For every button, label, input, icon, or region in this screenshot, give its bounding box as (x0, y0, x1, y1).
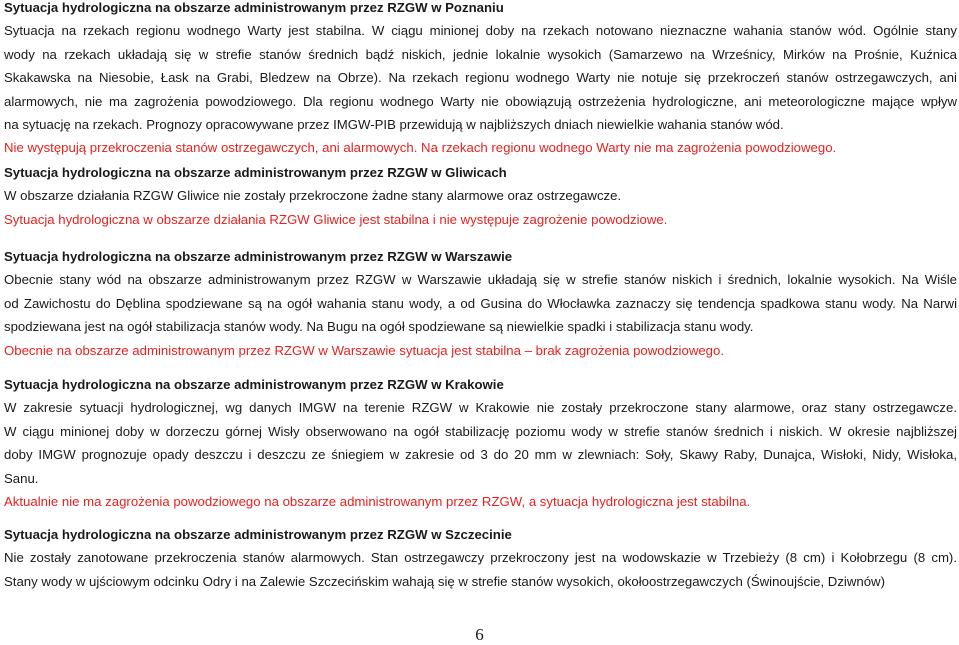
body-line: Nie zostały zanotowane przekroczenia stanów alarmowych. Stan ostrzegawczy przekroczony jest na wodowskazie w Trzebieży (8 cm) i Kołobrzegu (8 cm). (4, 550, 957, 566)
warning-summary: Nie występują przekroczenia stanów ostrzegawczych, ani alarmowych. Na rzekach regionu wodnego Warty nie ma zagrożenia powodziowego. (4, 140, 837, 156)
section-krakow (4, 373, 957, 513)
body-line: alarmowych, nie ma zagrożenia powodziowego. Dla regionu wodnego Warty nie obowiązują ostrzeżenia hydrologiczne, ani meteorologiczne mające wpływ (4, 93, 957, 109)
section-heading: Sytuacja hydrologiczna na obszarze administrowanym przez RZGW w Krakowie (4, 377, 504, 392)
body-line: Obecnie stany wód na obszarze administrowanym przez RZGW w Warszawie układają się w strefie stanów niskich i średnich, lokalnie wysokich. Na Wiśle (4, 272, 957, 288)
section-heading: Sytuacja hydrologiczna na obszarze administrowanym przez RZGW w Warszawie (4, 249, 513, 264)
section-heading: Sytuacja hydrologiczna na obszarze administrowanym przez RZGW w Poznaniu (4, 0, 504, 15)
page-number: 6 (475, 625, 484, 644)
section-heading: Sytuacja hydrologiczna na obszarze administrowanym przez RZGW w Szczecinie (4, 527, 512, 542)
section-gliwice (4, 161, 957, 231)
body-line: od Zawichostu do Dęblina spodziewane są na ogół wahania stanu wody, a od Gusina do Włocławka zaznaczy się tendencja spadkowa stanu wody. Na Narwi (4, 295, 957, 311)
body-line: na sytuację na rzekach. Prognozy opracowywane przez IMGW-PIB przewidują w najbliższych dniach niewielkie wahania stanów wód. (4, 116, 784, 132)
body-line: W ciągu minionej doby w dorzeczu górnej Wisły obserwowano na ogół stabilizację poziomu wody w strefie stanów średnich i niskich. W okresie najbliższej (4, 423, 957, 439)
body-line: W obszarze działania RZGW Gliwice nie zostały przekroczone żadne stany alarmowe oraz ostrzegawcze. (4, 188, 622, 204)
body-line: spodziewana jest na ogół stabilizacja stanów wody. Na Bugu na ogół spodziewane są niewielkie spadki i stabilizacja stanu wody. (4, 319, 754, 335)
section-szczecin (4, 523, 957, 593)
body-line: Stany wody w ujściowym odcinku Odry i na Zalewie Szczecińskim wahają się w strefie stanów wysokich, okołoostrzegawczych (Świnoujście, Dziwnów) (4, 573, 885, 589)
body-line: W zakresie sytuacji hydrologicznej, wg danych IMGW na terenie RZGW w Krakowie nie zostały przekroczone stany alarmowe, oraz stany ostrzegawcze. (4, 400, 957, 416)
warning-summary: Aktualnie nie ma zagrożenia powodziowego na obszarze administrowanym przez RZGW, a sytuacja hydrologiczna jest stabilna. (4, 493, 751, 509)
body-line: Skakawska na Niesobie, Łask na Grabi, Bledzew na Obrze). Na rzekach regionu wodnego Warty nie notuje się przekroczeń stanów ostrzegawczych, ani (4, 70, 957, 86)
section-heading: Sytuacja hydrologiczna na obszarze administrowanym przez RZGW w Gliwicach (4, 165, 507, 180)
body-line: doby IMGW prognozuje opady deszczu i deszczu ze śniegiem w zakresie od 3 do 20 mm w zlewniach: Soły, Skawy Raby, Dunajca, Wisłoki, Nidy, Wisłoka, (4, 447, 957, 463)
body-line: Sytuacja na rzekach regionu wodnego Warty jest stabilna. W ciągu minionej doby na rzekach notowano nieznaczne wahania stanów wód. Ogólnie stany (4, 23, 957, 39)
warning-summary: Sytuacja hydrologiczna w obszarze działania RZGW Gliwice jest stabilna i nie występuje zagrożenie powodziowe. (4, 211, 668, 227)
section-warszawa (4, 245, 957, 362)
section-poznan (4, 0, 957, 160)
body-line: wody na rzekach układają się w strefie stanów średnich bądź niskich, jednie lokalnie wysokich (Samarzewo na Wrześnicy, Mirków na Prośnie, Kuźnica (4, 46, 957, 62)
warning-summary: Obecnie na obszarze administrowanym przez RZGW w Warszawie sytuacja jest stabilna – brak zagrożenia powodziowego. (4, 342, 725, 358)
body-line: Sanu. (4, 470, 39, 486)
